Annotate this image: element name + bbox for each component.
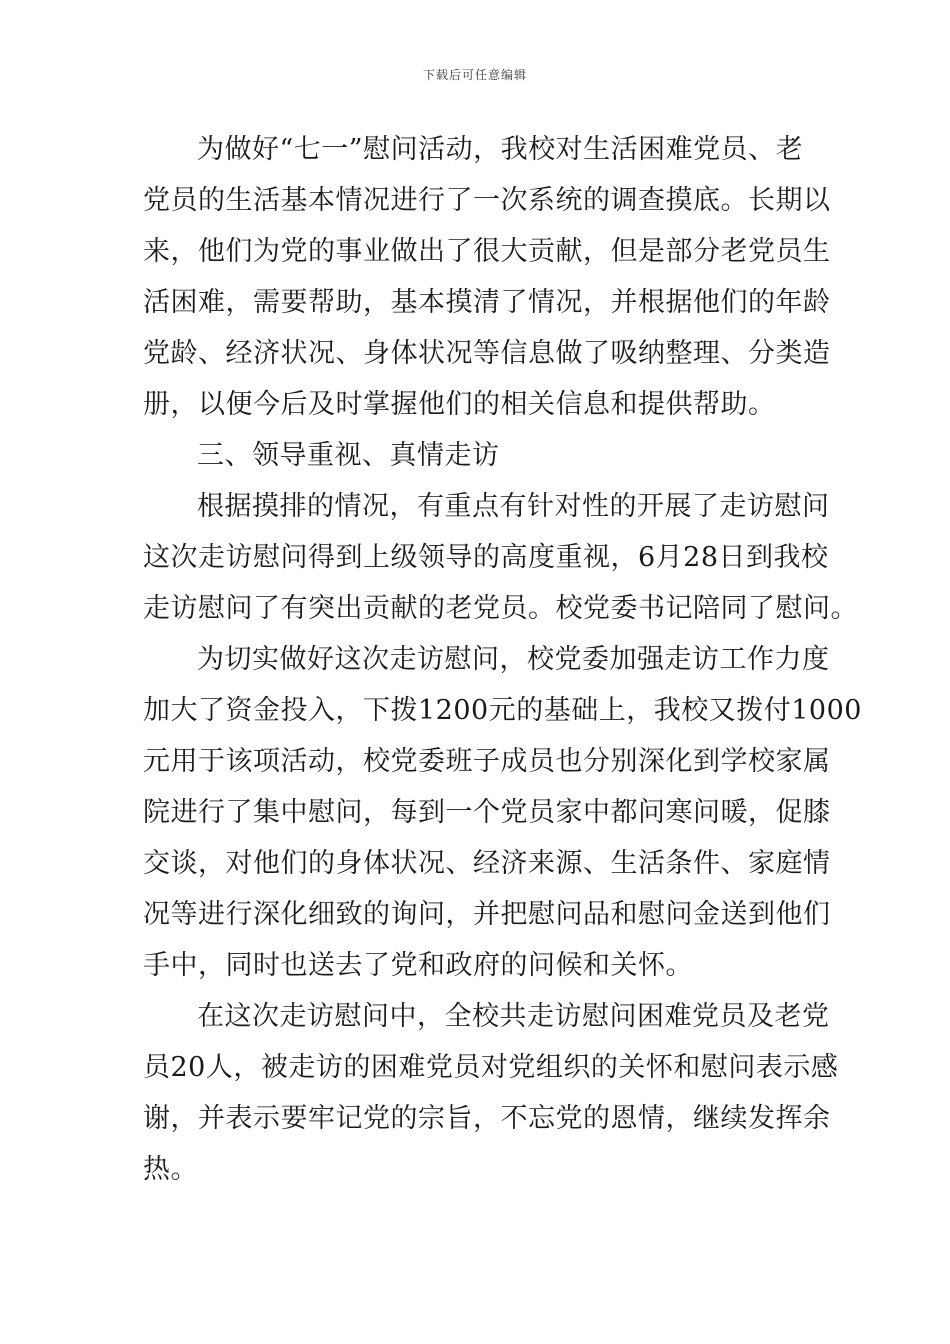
text-line: 来，他们为党的事业做出了很大贡献，但是部分老党员生 xyxy=(143,236,831,267)
text-line: 这次走访慰问得到上级领导的高度重视，6月28日到我校 xyxy=(143,542,829,573)
text-line: 活困难，需要帮助，基本摸清了情况，并根据他们的年龄 xyxy=(143,287,831,318)
page-header-note: 下载后可任意编辑 xyxy=(422,68,527,82)
text-line: 加大了资金投入，下拨1200元的基础上，我校又拨付1000 xyxy=(143,695,862,726)
text-line: 院进行了集中慰问，每到一个党员家中都问寒问暖，促膝 xyxy=(143,797,831,828)
text-line: 交谈，对他们的身体状况、经济来源、生活条件、家庭情 xyxy=(143,848,831,879)
text-line: 在这次走访慰问中，全校共走访慰问困难党员及老党 xyxy=(197,1001,830,1032)
text-line: 走访慰问了有突出贡献的老党员。校党委书记陪同了慰问。 xyxy=(143,593,858,624)
text-line: 党龄、经济状况、身体状况等信息做了吸纳整理、分类造 xyxy=(143,338,831,369)
text-line: 根据摸排的情况，有重点有针对性的开展了走访慰问 xyxy=(197,491,830,522)
text-line: 谢，并表示要牢记党的宗旨，不忘党的恩情，继续发挥余 xyxy=(143,1103,831,1134)
text-line: 况等进行深化细致的询问，并把慰问品和慰问金送到他们 xyxy=(143,899,831,930)
text-line: 党员的生活基本情况进行了一次系统的调查摸底。长期以 xyxy=(143,185,831,216)
text-line: 员20人，被走访的困难党员对党组织的关怀和慰问表示感 xyxy=(143,1052,839,1083)
text-line: 元用于该项活动，校党委班子成员也分别深化到学校家属 xyxy=(143,746,831,777)
document-body xyxy=(143,124,862,1195)
text-line: 为切实做好这次走访慰问，校党委加强走访工作力度 xyxy=(197,644,830,675)
text-line: 手中，同时也送去了党和政府的问候和关怀。 xyxy=(143,950,693,981)
text-line: 为做好“七一”慰问活动，我校对生活困难党员、老 xyxy=(197,134,804,165)
text-line: 册，以便今后及时掌握他们的相关信息和提供帮助。 xyxy=(143,389,776,420)
text-line: 热。 xyxy=(143,1154,198,1185)
section-heading: 三、领导重视、真情走访 xyxy=(197,440,500,471)
